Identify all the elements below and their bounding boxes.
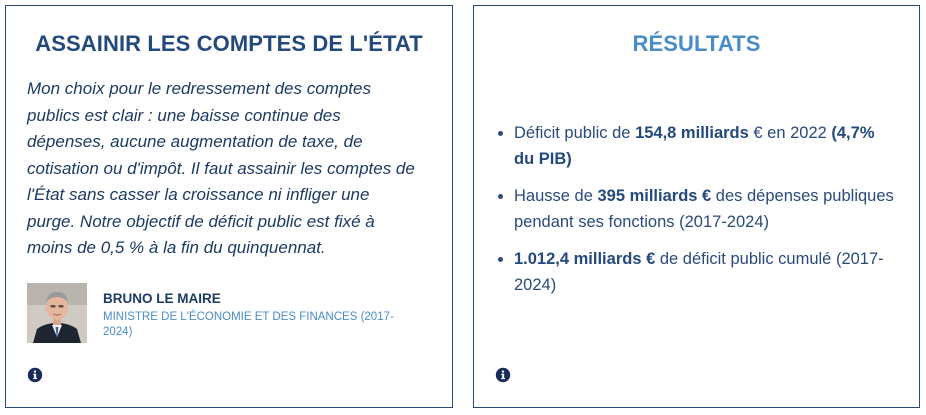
card-resultats xyxy=(473,5,920,408)
bullet-icon xyxy=(498,194,503,199)
info-circle-icon[interactable] xyxy=(495,367,511,383)
card-title: RÉSULTATS xyxy=(632,31,761,56)
bullet-icon xyxy=(498,131,503,136)
card-assainir-comptes xyxy=(5,5,453,408)
author-name: BRUNO LE MAIRE xyxy=(103,291,221,306)
info-circle-icon[interactable] xyxy=(27,367,43,383)
author-block xyxy=(27,283,427,343)
result-item-deficit: Déficit public de 154,8 milliards € en 2022 (4,7% du PIB) xyxy=(496,120,896,172)
card-title: ASSAINIR LES COMPTES DE L'ÉTAT xyxy=(35,31,423,56)
quote-text: Mon choix pour le redressement des comptes publics est clair : une baisse continue des dépenses, aucune augmentation de taxe, de cotisation ou d'impôt. Il faut assainir les comptes de l'État sans casser la croissance ni infliger une purge. Notre objectif de déficit public est fixé à moins de 0,5 % à la fin du quinquennat. xyxy=(27,79,415,257)
author-role: MINISTRE DE L'ÉCONOMIE ET DES FINANCES (2017-2024) xyxy=(103,311,394,338)
bullet-icon xyxy=(498,257,503,262)
result-item-depenses: Hausse de 395 milliards € des dépenses publiques pendant ses fonctions (2017-2024) xyxy=(496,183,896,235)
results-list xyxy=(496,120,896,309)
author-photo xyxy=(27,283,87,343)
result-item-deficit-cumule: 1.012,4 milliards € de déficit public cumulé (2017-2024) xyxy=(496,246,896,298)
